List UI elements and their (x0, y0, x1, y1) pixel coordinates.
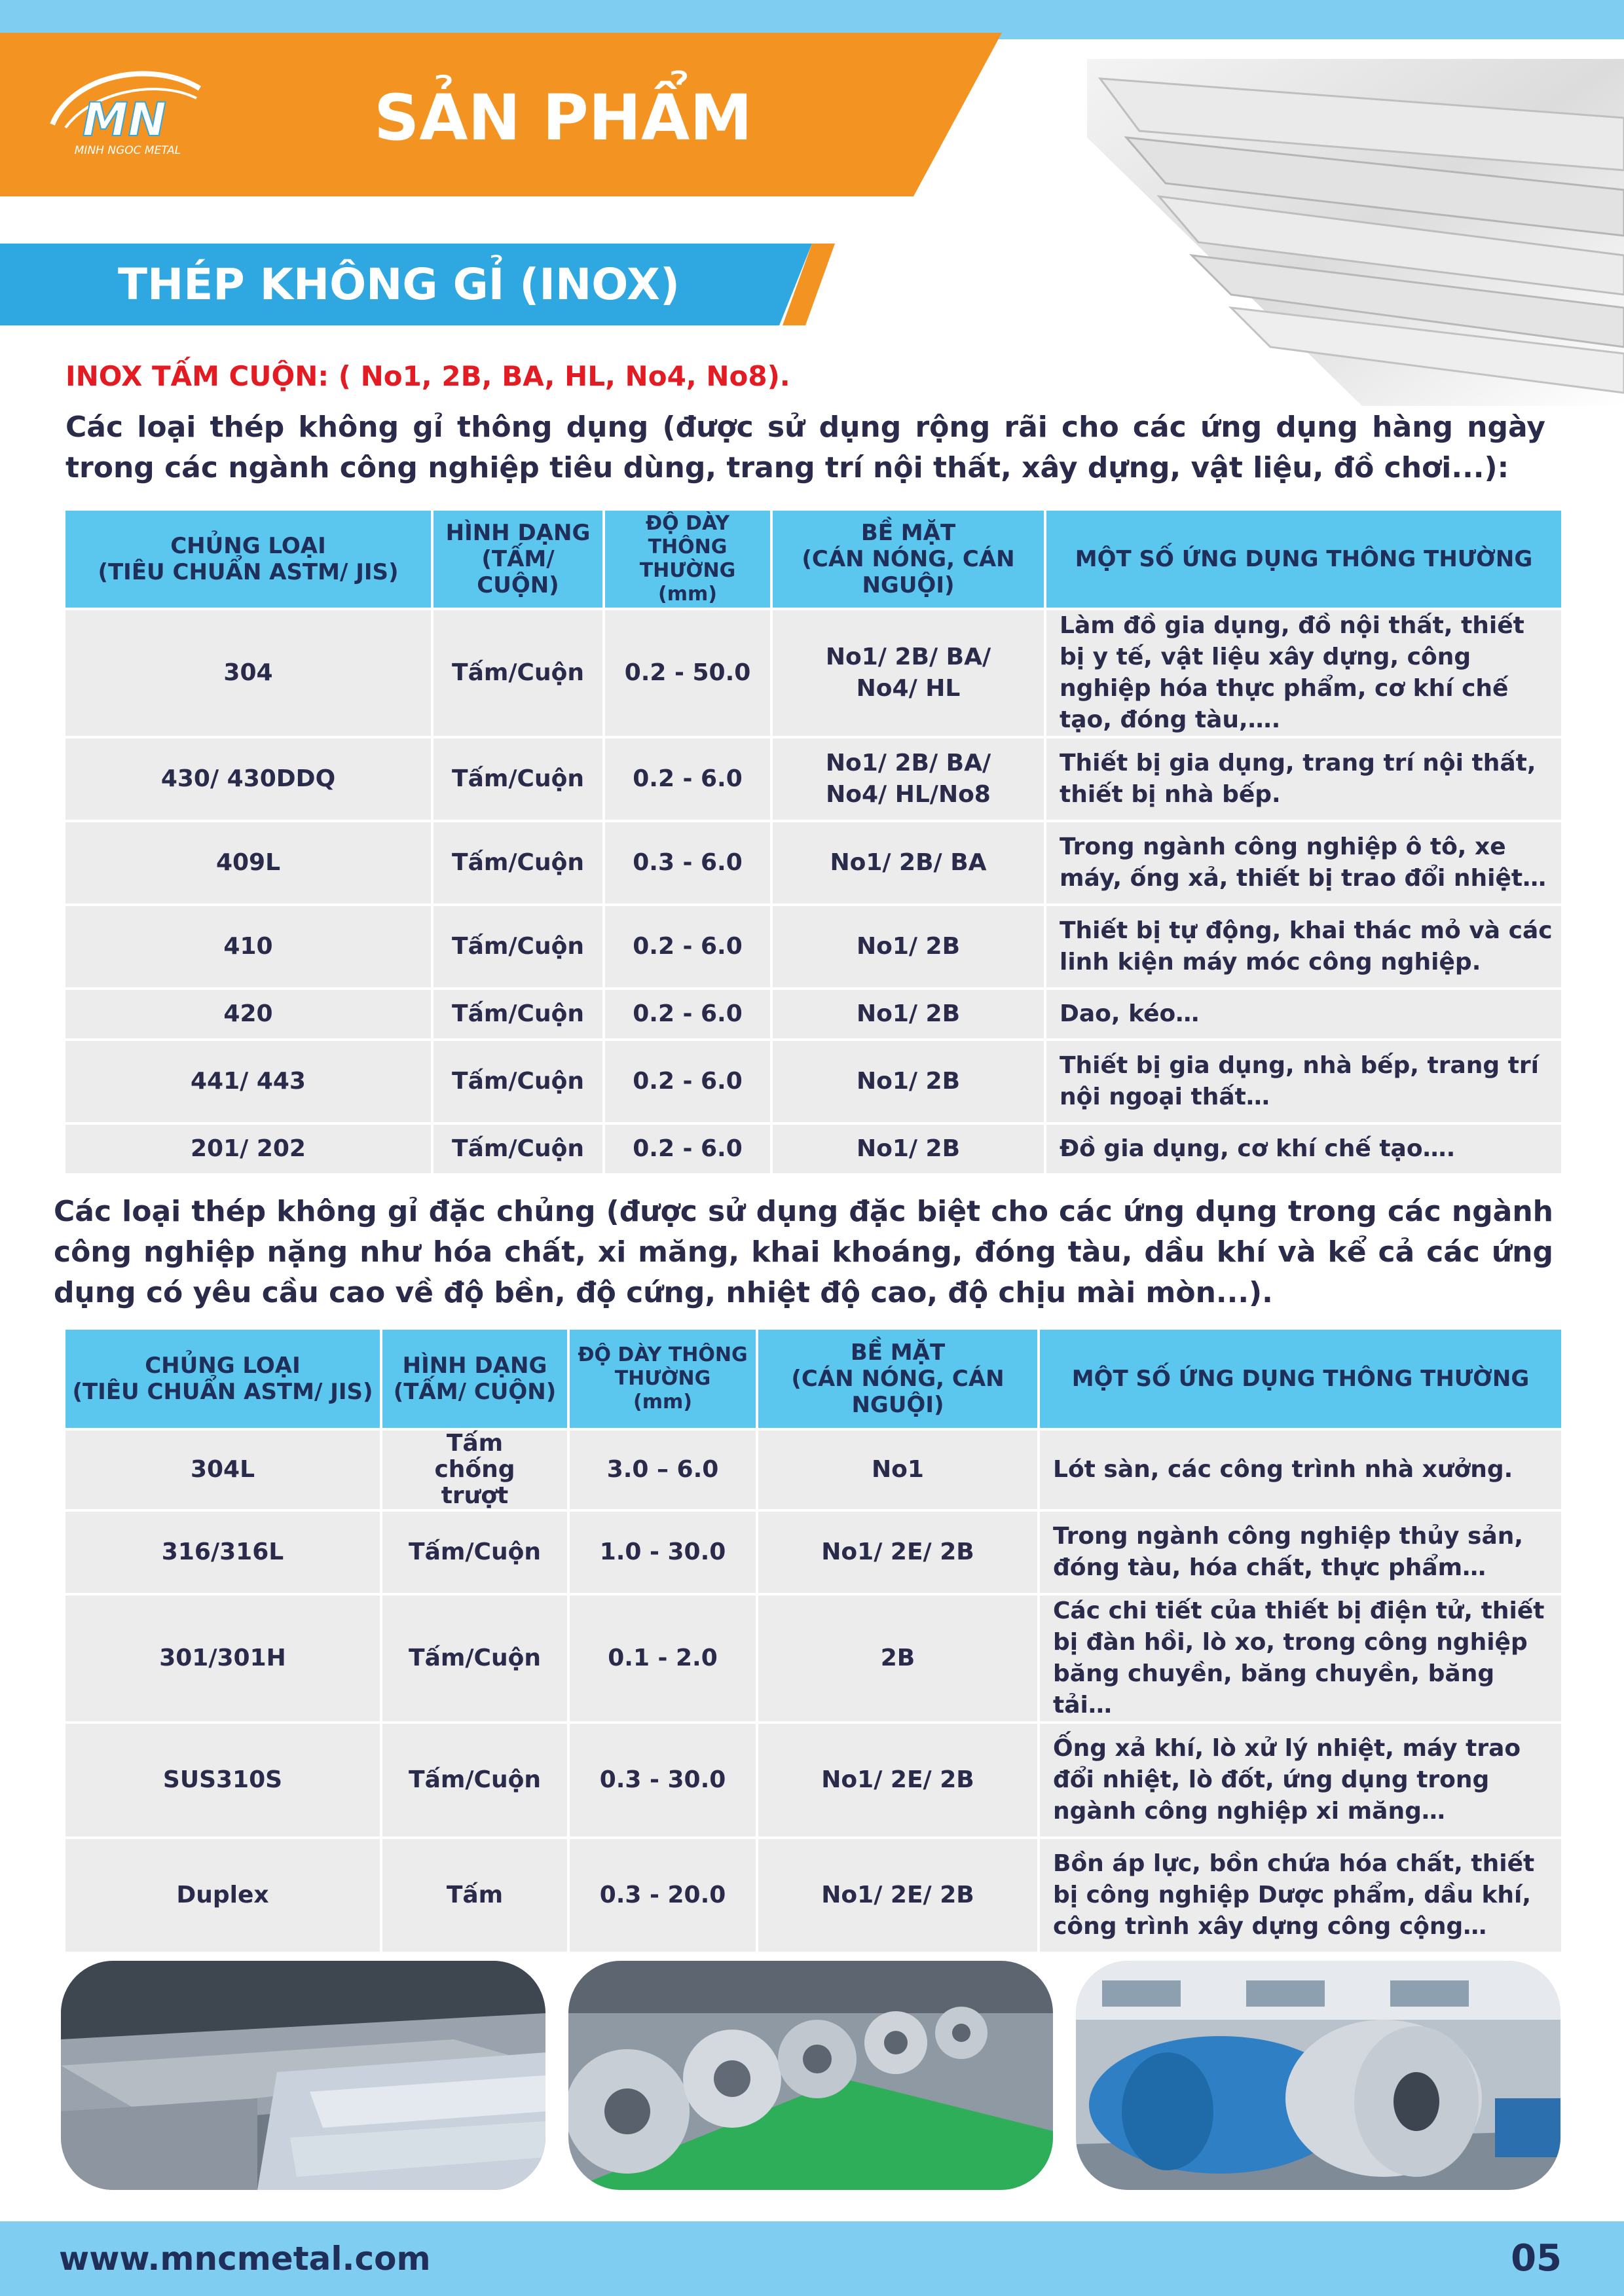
shape-column-header: HÌNH DẠNG (TẤM/ CUỘN) (432, 509, 604, 609)
table-header-row (64, 509, 1562, 609)
applications-cell: Bồn áp lực, bồn chứa hóa chất, thiết bị công nghiệp Dược phẩm, dầu khí, công trình xây dựng công cộng… (1039, 1838, 1562, 1953)
surface-column-header: BỀ MẶT (CÁN NÓNG, CÁN NGUỘI) (771, 509, 1045, 609)
applications-column-header: MỘT SỐ ỨNG DỤNG THÔNG THƯỜNG (1039, 1328, 1562, 1429)
shape-cell: Tấm/Cuộn (381, 1594, 568, 1722)
table-row (64, 737, 1562, 821)
grade-cell: 441/ 443 (64, 1040, 432, 1123)
special-grades-table (63, 1327, 1564, 1954)
grade-cell: 410 (64, 905, 432, 989)
surface-cell: No1/ 2E/ 2B (757, 1838, 1039, 1953)
grade-cell: 420 (64, 989, 432, 1040)
thickness-cell: 0.3 - 30.0 (568, 1722, 757, 1838)
applications-cell: Lót sàn, các công trình nhà xưởng. (1039, 1429, 1562, 1510)
surface-cell: No1 (757, 1429, 1039, 1510)
thickness-column-header: ĐỘ DÀY THÔNG THƯỜNG (mm) (568, 1328, 757, 1429)
surface-cell: No1/ 2B (771, 989, 1045, 1040)
surface-cell: No1/ 2B/ BA/ No4/ HL/No8 (771, 737, 1045, 821)
table-row (64, 1510, 1562, 1594)
table-row (64, 1722, 1562, 1838)
shape-cell: Tấm chống trượt (381, 1429, 568, 1510)
common-grades-table (63, 508, 1564, 1176)
applications-cell: Thiết bị tự động, khai thác mỏ và các linh kiện máy móc công nghiệp. (1045, 905, 1562, 989)
special-grades-intro: Các loại thép không gỉ đặc chủng (được sử dụng đặc biệt cho các ứng dụng trong các ngành công nghiệp nặng như hóa chất, xi măng, khai khoáng, đóng tàu, dầu khí và kể cả các ứng dụng có yêu cầu cao về độ bền, độ cứng, nhiệt độ cao, độ chịu mài mòn...). (54, 1195, 1553, 1309)
shape-cell: Tấm/Cuộn (432, 905, 604, 989)
product-subheading: INOX TẤM CUỘN: ( No1, 2B, BA, HL, No4, No8). (65, 360, 790, 392)
table-row (64, 1040, 1562, 1123)
applications-cell: Thiết bị gia dụng, nhà bếp, trang trí nội ngoại thất… (1045, 1040, 1562, 1123)
hero-steel-sheets-image (1087, 39, 1624, 406)
shape-cell: Tấm/Cuộn (432, 1040, 604, 1123)
grade-cell: 201/ 202 (64, 1123, 432, 1175)
page-title: SẢN PHẨM (374, 81, 752, 155)
table-row (64, 1429, 1562, 1510)
surface-cell: No1/ 2B (771, 1040, 1045, 1123)
shape-cell: Tấm/Cuộn (432, 989, 604, 1040)
applications-cell: Các chi tiết của thiết bị điện tử, thiết bị đàn hồi, lò xo, trong công nghiệp băng chuyền, băng chuyền, băng tải… (1039, 1594, 1562, 1722)
table-row (64, 821, 1562, 905)
applications-cell: Trong ngành công nghiệp thủy sản, đóng tàu, hóa chất, thực phẩm… (1039, 1510, 1562, 1594)
steel-plates-photo (61, 1961, 545, 2190)
thickness-cell: 0.2 - 6.0 (604, 1040, 771, 1123)
table-header-row (64, 1328, 1562, 1429)
surface-cell: No1/ 2B/ BA (771, 821, 1045, 905)
applications-cell: Dao, kéo… (1045, 989, 1562, 1040)
thickness-cell: 0.1 - 2.0 (568, 1594, 757, 1722)
surface-cell: No1/ 2B (771, 1123, 1045, 1175)
thickness-column-header: ĐỘ DÀY THÔNG THƯỜNG (mm) (604, 509, 771, 609)
table-row (64, 1594, 1562, 1722)
thickness-cell: 0.2 - 6.0 (604, 737, 771, 821)
applications-cell: Trong ngành công nghiệp ô tô, xe máy, ống xả, thiết bị trao đổi nhiệt… (1045, 821, 1562, 905)
thickness-cell: 0.2 - 6.0 (604, 1123, 771, 1175)
page-number: 05 (1511, 2237, 1562, 2280)
grade-cell: SUS310S (64, 1722, 381, 1838)
shape-column-header: HÌNH DẠNG (TẤM/ CUỘN) (381, 1328, 568, 1429)
logo-text: MINH NGOC METAL (74, 144, 181, 157)
surface-cell: 2B (757, 1594, 1039, 1722)
table-row (64, 989, 1562, 1040)
applications-cell: Thiết bị gia dụng, trang trí nội thất, thiết bị nhà bếp. (1045, 737, 1562, 821)
grade-cell: 430/ 430DDQ (64, 737, 432, 821)
surface-cell: No1/ 2B/ BA/ No4/ HL (771, 609, 1045, 737)
thickness-cell: 0.3 - 6.0 (604, 821, 771, 905)
grade-cell: 301/301H (64, 1594, 381, 1722)
shape-cell: Tấm/Cuộn (432, 821, 604, 905)
shape-cell: Tấm (381, 1838, 568, 1953)
applications-cell: Đồ gia dụng, cơ khí chế tạo…. (1045, 1123, 1562, 1175)
grade-cell: 304L (64, 1429, 381, 1510)
blue-wrapped-coils-photo (1076, 1961, 1560, 2190)
applications-cell: Làm đồ gia dụng, đồ nội thất, thiết bị y tế, vật liệu xây dựng, công nghiệp hóa thực phẩm, cơ khí chế tạo, đóng tàu,…. (1045, 609, 1562, 737)
steel-coils-warehouse-photo (568, 1961, 1053, 2190)
grade-cell: Duplex (64, 1838, 381, 1953)
grade-column-header: CHỦNG LOẠI (TIÊU CHUẨN ASTM/ JIS) (64, 509, 432, 609)
logo-mark-text: MN (82, 93, 167, 147)
shape-cell: Tấm/Cuộn (432, 737, 604, 821)
applications-column-header: MỘT SỐ ỨNG DỤNG THÔNG THƯỜNG (1045, 509, 1562, 609)
section-title: THÉP KHÔNG GỈ (INOX) (118, 259, 680, 310)
thickness-cell: 0.2 - 50.0 (604, 609, 771, 737)
table-row (64, 905, 1562, 989)
shape-cell: Tấm/Cuộn (381, 1510, 568, 1594)
shape-cell: Tấm/Cuộn (432, 609, 604, 737)
shape-cell: Tấm/Cuộn (381, 1722, 568, 1838)
company-logo (46, 62, 210, 160)
thickness-cell: 0.2 - 6.0 (604, 989, 771, 1040)
surface-cell: No1/ 2E/ 2B (757, 1722, 1039, 1838)
thickness-cell: 0.2 - 6.0 (604, 905, 771, 989)
grade-cell: 316/316L (64, 1510, 381, 1594)
website-link[interactable]: www.mncmetal.com (59, 2240, 431, 2278)
common-grades-intro: Các loại thép không gỉ thông dụng (được sử dụng rộng rãi cho các ứng dụng hàng ngày trong các ngành công nghiệp tiêu dùng, trang trí nội thất, xây dựng, vật liệu, đồ chơi...): (65, 410, 1545, 484)
thickness-cell: 0.3 - 20.0 (568, 1838, 757, 1953)
applications-cell: Ống xả khí, lò xử lý nhiệt, máy trao đổi nhiệt, lò đốt, ứng dụng trong ngành công nghiệp xi măng… (1039, 1722, 1562, 1838)
surface-column-header: BỀ MẶT (CÁN NÓNG, CÁN NGUỘI) (757, 1328, 1039, 1429)
grade-cell: 304 (64, 609, 432, 737)
thickness-cell: 1.0 - 30.0 (568, 1510, 757, 1594)
surface-cell: No1/ 2B (771, 905, 1045, 989)
table-row (64, 609, 1562, 737)
surface-cell: No1/ 2E/ 2B (757, 1510, 1039, 1594)
grade-cell: 409L (64, 821, 432, 905)
table-row (64, 1838, 1562, 1953)
shape-cell: Tấm/Cuộn (432, 1123, 604, 1175)
grade-column-header: CHỦNG LOẠI (TIÊU CHUẨN ASTM/ JIS) (64, 1328, 381, 1429)
thickness-cell: 3.0 – 6.0 (568, 1429, 757, 1510)
table-row (64, 1123, 1562, 1175)
